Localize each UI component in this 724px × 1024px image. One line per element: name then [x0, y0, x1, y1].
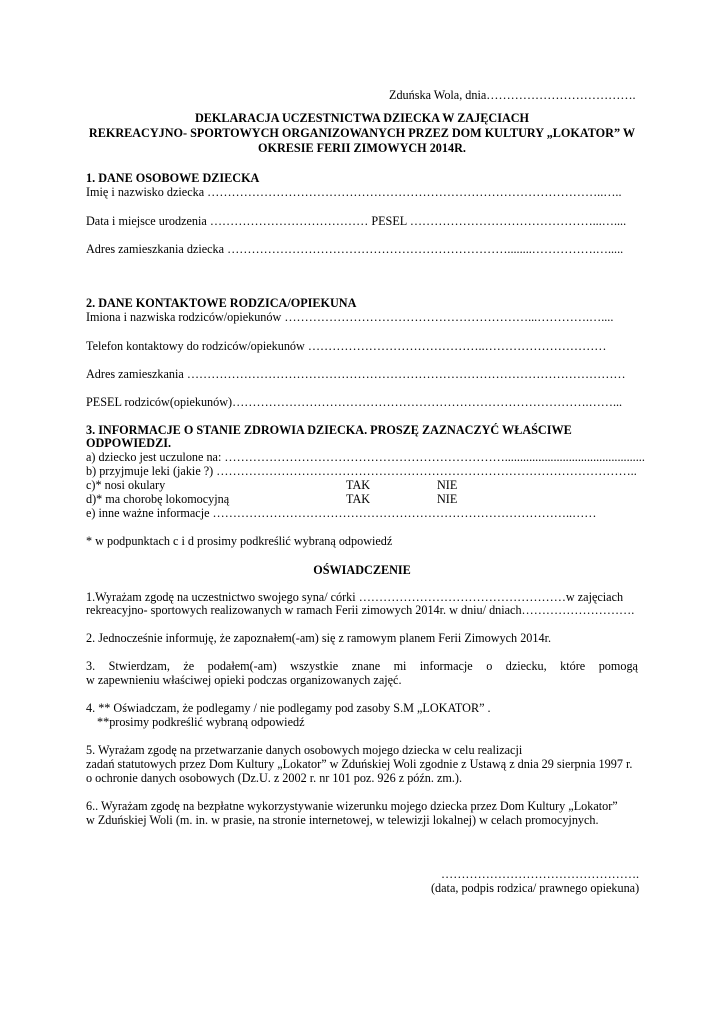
signature-line: …………………………………………. [441, 867, 640, 881]
parent-address-field: Adres zamieszkania ……………………………………………………………………………………………… [86, 367, 626, 381]
declaration-p2: 2. Jednocześnie informuję, że zapoznałem(-am) się z ramowym planem Ferii Zimowych 2014r. [86, 631, 551, 645]
p3-word: pomogą [598, 659, 638, 673]
declaration-p5-line-2: zadań statutowych przez Dom Kultury „Lokator” w Zduńskiej Woli zgodnie z Ustawą z dnia 29 sierpnia 1997 r. [86, 757, 633, 771]
child-name-field: Imię i nazwisko dziecka ……………………………………………………………………………………..….. [86, 185, 622, 199]
document-title-line-3: OKRESIE FERII ZIMOWYCH 2014R. [258, 141, 466, 155]
parent-names-field: Imiona i nazwiska rodziców/opiekunów ……………………………………………………...………….….... [86, 310, 614, 324]
section-2-heading: 2. DANE KONTAKTOWE RODZICA/OPIEKUNA [86, 296, 357, 310]
other-info-field: e) inne ważne informacje ……………………………………………………………………………..…… [86, 506, 597, 520]
motion-sickness-nie-option: NIE [437, 492, 458, 506]
motion-sickness-tak-option: TAK [346, 492, 371, 506]
p3-word: mi [393, 659, 407, 673]
declaration-p3-line-2: w zapewnieniu właściwej opieki podczas organizowanych zajęć. [86, 673, 402, 687]
glasses-label: c)* nosi okulary [86, 478, 166, 492]
child-address-field: Adres zamieszkania dziecka ……………………………………………………………........…………….…..... [86, 242, 624, 256]
declaration-p6-line-1: 6.. Wyrażam zgodę na bezpłatne wykorzystywanie wizerunku mojego dziecka przez Dom Kultury „Lokator” [86, 799, 618, 813]
declaration-p3-line-1 [86, 659, 638, 673]
motion-sickness-label: d)* ma chorobę lokomocyjną [86, 492, 230, 506]
p3-word: dziecku, [505, 659, 547, 673]
medication-field: b) przyjmuje leki (jakie ?) ………………………………………………………………………………………….. [86, 464, 637, 478]
glasses-tak-option: TAK [346, 478, 371, 492]
p3-word: podałem(-am) [207, 659, 277, 673]
p3-word: o [486, 659, 493, 673]
underline-note: * w podpunktach c i d prosimy podkreślić wybraną odpowiedź [86, 534, 393, 548]
child-birth-pesel-field: Data i miejsce urodzenia ………………………………… PESEL ………………………………………...….... [86, 214, 627, 228]
parent-pesel-field: PESEL rodziców(opiekunów)…………………………………………………………………………….……... [86, 395, 623, 409]
declaration-p5-line-3: o ochronie danych osobowych (Dz.U. z 2002 r. nr 101 poz. 926 z późn. zm.). [86, 771, 463, 785]
declaration-p4-line-1: 4. ** Oświadczam, że podlegamy / nie podlegamy pod zasoby S.M „LOKATOR” . [86, 701, 491, 715]
declaration-p5-line-1: 5. Wyrażam zgodę na przetwarzanie danych osobowych mojego dziecka w celu realizacji [86, 743, 523, 757]
p3-word: które [560, 659, 586, 673]
declaration-p6-line-2: w Zduńskiej Woli (m. in. w prasie, na stronie internetowej, w telewizji lokalnej) w celach promocyjnych. [86, 813, 599, 827]
allergy-field: a) dziecko jest uczulone na: …………………………………………………………….............................................. [86, 450, 645, 464]
glasses-nie-option: NIE [437, 478, 458, 492]
declaration-p1-line-2: rekreacyjno- sportowych realizowanych w ramach Ferii zimowych 2014r. w dniu/ dniach………………………. [86, 603, 635, 617]
p3-word: wszystkie [290, 659, 339, 673]
p3-word: Stwierdzam, [108, 659, 170, 673]
document-title-line-1: DEKLARACJA UCZESTNICTWA DZIECKA W ZAJĘCIACH [194, 111, 530, 125]
signature-caption: (data, podpis rodzica/ prawnego opiekuna) [431, 881, 640, 895]
p3-word: znane [351, 659, 381, 673]
section-3-heading-line-2: ODPOWIEDZI. [86, 436, 171, 450]
document-title-line-2: REKREACYJNO- SPORTOWYCH ORGANIZOWANYCH PRZEZ DOM KULTURY „LOKATOR” W [88, 126, 636, 140]
declaration-p4-line-2: **prosimy podkreślić wybraną odpowiedź [97, 715, 305, 729]
place-date-line: Zduńska Wola, dnia………………………………. [389, 88, 636, 102]
p3-word: informacje [419, 659, 473, 673]
section-1-heading: 1. DANE OSOBOWE DZIECKA [86, 171, 260, 185]
p3-word: 3. [86, 659, 96, 673]
declaration-heading: OŚWIADCZENIE [313, 563, 411, 577]
parent-phone-field: Telefon kontaktowy do rodziców/opiekunów ……………………………………..………………………… [86, 339, 607, 353]
declaration-p1-line-1: 1.Wyrażam zgodę na uczestnictwo swojego syna/ córki ……………………………………………w zajęciach [86, 590, 624, 604]
section-3-heading-line-1: 3. INFORMACJE O STANIE ZDROWIA DZIECKA. PROSZĘ ZAZNACZYĆ WŁAŚCIWE [86, 423, 572, 437]
p3-word: że [183, 659, 195, 673]
